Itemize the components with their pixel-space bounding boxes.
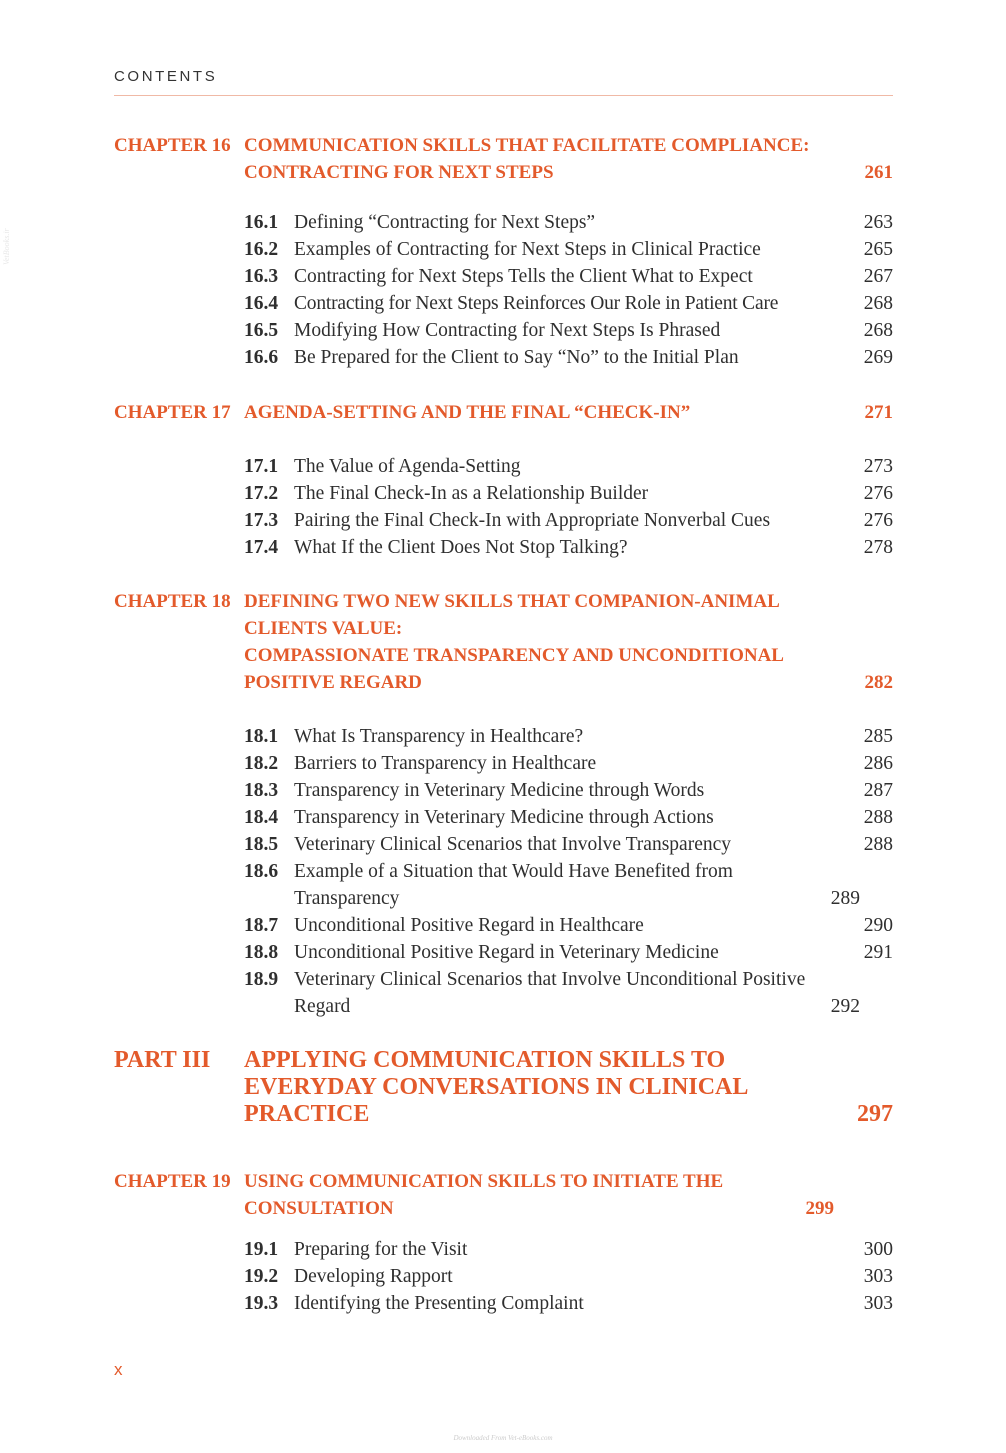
section-title: Unconditional Positive Regard in Healthcare (294, 915, 644, 936)
section-number: 16.5 (244, 320, 279, 341)
section-page: 268 (863, 320, 893, 341)
chapter-page: 299 (805, 1198, 834, 1219)
chapter-title: COMMUNICATION SKILLS THAT FACILITATE COMPLIANCE: CONTRACTING FOR NEXT STEPS (244, 135, 810, 183)
section-page: 287 (863, 780, 893, 801)
section-page: 286 (863, 753, 893, 774)
section-list (244, 1236, 893, 1317)
toc-entry[interactable] (244, 939, 893, 966)
section-list (244, 209, 893, 371)
toc-entry[interactable] (244, 534, 893, 561)
section-page: 273 (863, 456, 893, 477)
section-number: 18.9 (244, 969, 279, 990)
toc-entry[interactable] (244, 290, 893, 317)
section-title: Contracting for Next Steps Tells the Client What to Expect (294, 266, 753, 287)
part-3 (114, 1047, 893, 1128)
chapter-title: AGENDA-SETTING AND THE FINAL “CHECK-IN” (244, 402, 691, 423)
section-page: 269 (863, 347, 893, 368)
toc-entry[interactable] (244, 317, 893, 344)
part-label: PART III (114, 1047, 211, 1073)
chapter-page: 271 (864, 402, 893, 423)
section-number: 17.2 (244, 483, 279, 504)
section-page: 278 (863, 537, 893, 558)
toc-entry[interactable] (244, 263, 893, 290)
section-title: Defining “Contracting for Next Steps” (294, 212, 596, 233)
section-page: 289 (830, 888, 860, 909)
section-number: 16.3 (244, 266, 279, 287)
section-number: 17.1 (244, 456, 279, 477)
section-title: Identifying the Presenting Complaint (294, 1293, 584, 1314)
chapter-label: CHAPTER 16 (114, 135, 231, 156)
section-title: Pairing the Final Check-In with Appropriate Nonverbal Cues (294, 510, 771, 531)
section-list (244, 723, 893, 1020)
sidebar-watermark: VetBooks.ir (2, 228, 11, 265)
section-page: 268 (863, 293, 893, 314)
toc-entry[interactable] (244, 453, 893, 480)
section-page: 303 (863, 1266, 893, 1287)
chapter-label: CHAPTER 17 (114, 402, 231, 423)
section-page: 285 (863, 726, 893, 747)
chapter-16 (114, 132, 893, 371)
section-number: 19.1 (244, 1239, 279, 1260)
section-title: Modifying How Contracting for Next Steps Is Phrased (294, 320, 721, 341)
section-number: 16.2 (244, 239, 279, 260)
section-page: 292 (830, 996, 860, 1017)
section-title: The Value of Agenda-Setting (294, 456, 521, 477)
section-page: 276 (863, 483, 893, 504)
chapter-label: CHAPTER 18 (114, 591, 231, 612)
section-page: 265 (863, 239, 893, 260)
section-title: Preparing for the Visit (294, 1239, 468, 1260)
section-title: Veterinary Clinical Scenarios that Involve Unconditional Positive Regard (294, 969, 806, 1017)
section-number: 17.3 (244, 510, 279, 531)
section-page: 288 (863, 834, 893, 855)
section-number: 18.7 (244, 915, 279, 936)
toc-entry[interactable] (244, 236, 893, 263)
toc-entry[interactable] (244, 480, 893, 507)
chapter-label: CHAPTER 19 (114, 1171, 231, 1192)
section-title: Contracting for Next Steps Reinforces Our Role in Patient Care (294, 293, 779, 314)
section-page: 288 (863, 807, 893, 828)
section-title: Veterinary Clinical Scenarios that Involve Transparency (294, 834, 732, 855)
toc-entry[interactable] (244, 750, 893, 777)
section-number: 18.5 (244, 834, 279, 855)
chapter-page: 282 (864, 672, 893, 693)
section-number: 16.6 (244, 347, 279, 368)
section-title: Barriers to Transparency in Healthcare (294, 753, 597, 774)
chapter-title-line: COMPASSIONATE TRANSPARENCY AND UNCONDITIONAL POSITIVE REGARD (244, 645, 783, 693)
toc-entry[interactable] (244, 858, 893, 912)
part-page: 297 (857, 1101, 893, 1127)
table-of-contents (114, 132, 893, 1317)
section-page: 276 (863, 510, 893, 531)
toc-entry[interactable] (244, 344, 893, 371)
section-number: 16.4 (244, 293, 279, 314)
section-title: Examples of Contracting for Next Steps in Clinical Practice (294, 239, 761, 260)
section-number: 18.6 (244, 861, 279, 882)
section-number: 18.4 (244, 807, 279, 828)
toc-entry[interactable] (244, 912, 893, 939)
section-number: 18.2 (244, 753, 279, 774)
section-title: What If the Client Does Not Stop Talking? (294, 537, 628, 558)
section-title: The Final Check-In as a Relationship Builder (294, 483, 649, 504)
header-rule (114, 95, 893, 96)
section-page: 291 (863, 942, 893, 963)
section-page: 267 (863, 266, 893, 287)
section-number: 19.2 (244, 1266, 279, 1287)
section-number: 16.1 (244, 212, 279, 233)
section-title: Be Prepared for the Client to Say “No” to the Initial Plan (294, 347, 739, 368)
section-page: 290 (863, 915, 893, 936)
toc-entry[interactable] (244, 209, 893, 236)
section-title: What Is Transparency in Healthcare? (294, 726, 584, 747)
toc-entry[interactable] (244, 966, 893, 1020)
section-title: Unconditional Positive Regard in Veterinary Medicine (294, 942, 719, 963)
chapter-18 (114, 588, 893, 1020)
chapter-title-line: DEFINING TWO NEW SKILLS THAT COMPANION-ANIMAL CLIENTS VALUE: (244, 591, 779, 639)
section-page: 300 (863, 1239, 893, 1260)
toc-entry[interactable] (244, 1263, 893, 1290)
section-number: 18.8 (244, 942, 279, 963)
section-number: 18.3 (244, 780, 279, 801)
toc-entry[interactable] (244, 1236, 893, 1263)
section-title: Transparency in Veterinary Medicine through Actions (294, 807, 714, 828)
chapter-title: USING COMMUNICATION SKILLS TO INITIATE THE CONSULTATION (244, 1171, 724, 1219)
toc-entry[interactable] (244, 804, 893, 831)
toc-entry[interactable] (244, 831, 893, 858)
chapter-17 (114, 399, 893, 561)
part-title: APPLYING COMMUNICATION SKILLS TO EVERYDAY CONVERSATIONS IN CLINICAL PRACTICE (244, 1047, 748, 1127)
footer-note: Downloaded From Vet-eBooks.com (453, 1434, 553, 1442)
chapter-19 (114, 1168, 893, 1317)
section-number: 17.4 (244, 537, 279, 558)
section-title: Developing Rapport (294, 1266, 453, 1287)
section-number: 19.3 (244, 1293, 279, 1314)
section-page: 303 (863, 1293, 893, 1314)
toc-entry[interactable] (244, 507, 893, 534)
section-number: 18.1 (244, 726, 279, 747)
section-page: 263 (863, 212, 893, 233)
section-title: Example of a Situation that Would Have Benefited from Transparency (294, 861, 733, 909)
page-number: x (114, 1360, 123, 1379)
section-title: Transparency in Veterinary Medicine through Words (294, 780, 705, 801)
running-header: CONTENTS (114, 68, 218, 85)
section-list (244, 453, 893, 561)
toc-entry[interactable] (244, 723, 893, 750)
toc-entry[interactable] (244, 777, 893, 804)
chapter-title (244, 588, 833, 696)
toc-entry[interactable] (244, 1290, 893, 1317)
chapter-page: 261 (864, 162, 893, 183)
